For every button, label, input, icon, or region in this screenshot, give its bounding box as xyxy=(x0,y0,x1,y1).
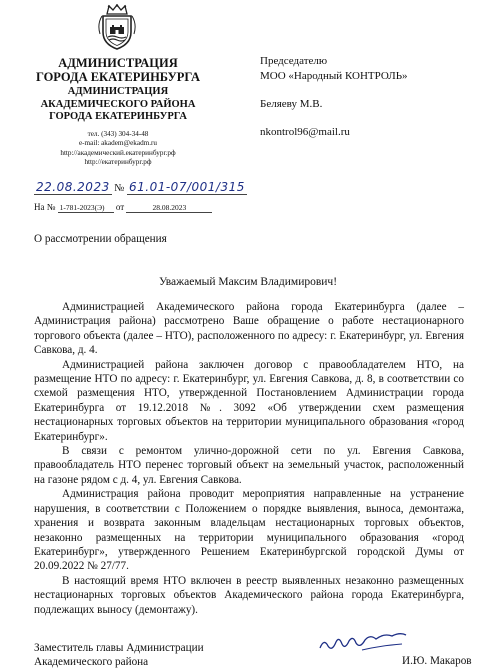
admin-title-line2: ГОРОДА ЕКАТЕРИНБУРГА xyxy=(35,70,201,84)
recipient-name: Беляеву М.В. xyxy=(260,98,323,110)
signer-position-line1: Заместитель главы Администрации xyxy=(34,642,204,654)
signer-name: И.Ю. Макаров xyxy=(402,655,472,667)
contact-email: e-mail: akadem@ekadm.ru xyxy=(78,139,158,148)
paragraph-1: Администрацией Академического района города Екатеринбурга (далее – Администрация района) рассмотрено Ваше обращение о работе нестационарного торгового объекта (далее – НТО), расположенного по адресу: г. Екатеринбург, ул. Евгения Савкова, д. 4. xyxy=(34,301,464,357)
salutation: Уважаемый Максим Владимирович! xyxy=(158,276,338,288)
paragraph-2: Администрацией района заключен договор с правообладателем НТО, на размещение НТО по адресу: г. Екатеринбург, ул. Евгения Савкова, д. 8, в соответствии со схемой размещения НТО, утвержденной Постановлением Администрации города Екатеринбурга от 19.12.2018 №. 3092 «Об утверждении схем размещения нестационарных торговых объектов на территории муниципального образования «город Екатеринбург». xyxy=(34,358,464,443)
registration-number-label: № xyxy=(114,183,125,194)
contact-phone: тел. (343) 304-34-48 xyxy=(87,130,149,138)
paragraph-5: В настоящий время НТО включен в реестр выявленных незаконно размещенных нестационарных торговых объектов Академического района города Екатеринбурга, подлежащих выносу (демонтажу). xyxy=(34,574,464,616)
reference-label: На № xyxy=(34,202,56,212)
district-administration-title xyxy=(10,86,226,124)
signer-position xyxy=(34,641,204,669)
letter-subject: О рассмотрении обращения xyxy=(34,233,167,245)
reference-from-label: от xyxy=(115,202,125,212)
contact-site-city: http://екатеринбург.рф xyxy=(84,158,152,167)
district-title-line1: АДМИНИСТРАЦИЯ xyxy=(67,86,169,97)
signer-position-line2: Академического района xyxy=(34,656,149,669)
registration-date: 22.08.2023 xyxy=(36,180,110,194)
reference-date: 28.08.2023 xyxy=(126,203,212,213)
registration-line xyxy=(34,180,247,195)
recipient-email: nkontrol96@mail.ru xyxy=(260,126,350,138)
district-title-line2: АКАДЕМИЧЕСКОГО РАЙОНА xyxy=(40,98,196,110)
reference-line xyxy=(34,202,212,213)
coat-of-arms-icon xyxy=(97,4,137,50)
recipient-organization: МОО «Народный КОНТРОЛЬ» xyxy=(260,70,408,82)
recipient-position: Председателю xyxy=(260,55,328,67)
reference-number: 1-781-2023(Э) xyxy=(58,203,114,213)
paragraph-4: Администрация района проводит мероприятия направленные на устранение нарушения, в соответствии с Положением о порядке выявления, выноса, демонтажа, хранения и возврата законным владельцам нестационарных торговых объектов, незаконно размещенных на территории муниципального образования «город Екатеринбург», утвержденного Решением Екатеринбургской городской Думы от 20.09.2022 № 27/77. xyxy=(34,488,464,573)
letter-body xyxy=(34,300,464,617)
contact-block xyxy=(10,130,226,168)
paragraph-3: В связи с ремонтом улично-дорожной сети по ул. Евгения Савкова, правообладатель НТО перенес торговый объект на земельный участок, расположенный на газоне рядом с д. 4, ул. Евгения Савкова. xyxy=(34,445,464,486)
admin-title-line1: АДМИНИСТРАЦИЯ xyxy=(58,56,178,70)
registration-number: 61.01-07/001/315 xyxy=(129,180,245,194)
recipient-block xyxy=(260,54,408,140)
handwritten-signature xyxy=(318,630,410,654)
administration-title xyxy=(10,56,226,84)
district-title-line3: ГОРОДА ЕКАТЕРИНБУРГА xyxy=(49,111,187,122)
contact-site-district: http://академический.екатеринбург.рф xyxy=(60,148,176,157)
